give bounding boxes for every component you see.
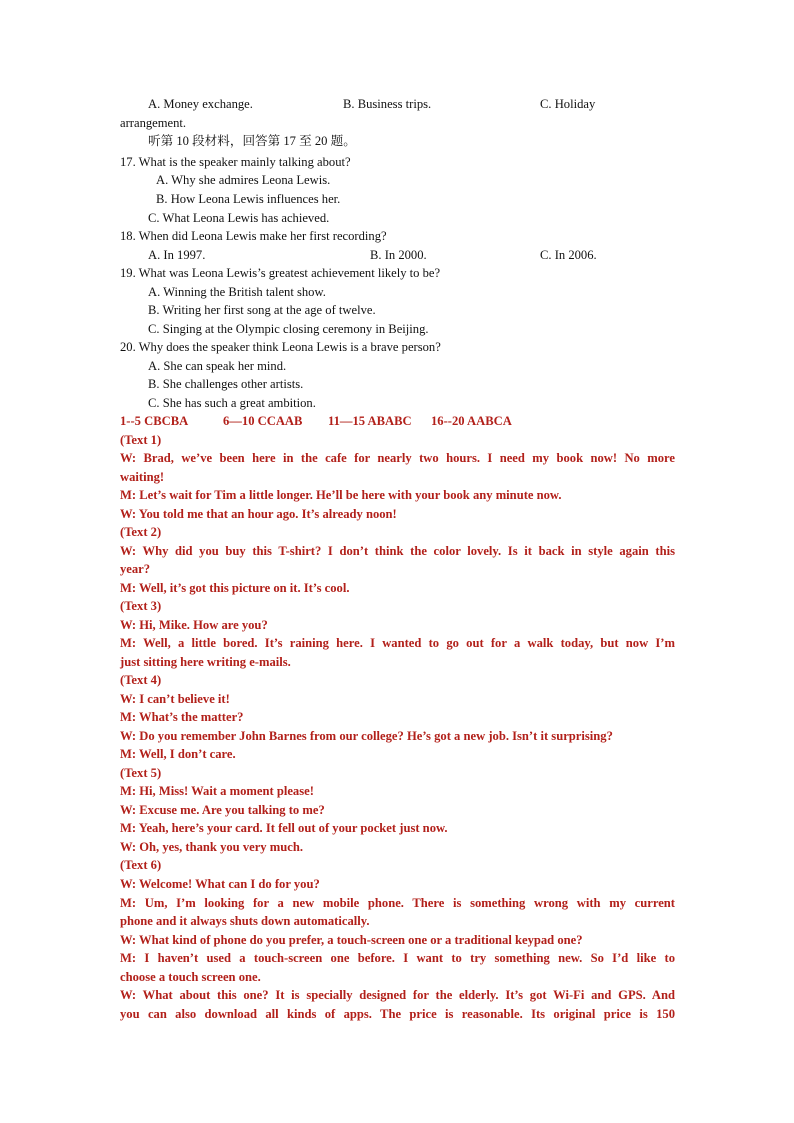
question-19-option-a: A. Winning the British talent show. xyxy=(148,285,326,299)
question-20-stem: 20. Why does the speaker think Leona Lewis is a brave person? xyxy=(120,340,441,354)
question-18-option-a: A. In 1997. xyxy=(148,248,206,262)
text4-line3: W: Do you remember John Barnes from our college? He’s got a new job. Isn’t it surprising? xyxy=(120,729,613,743)
text1-line2: M: Let’s wait for Tim a little longer. He’ll be here with your book any minute now. xyxy=(120,488,562,502)
text2-heading: (Text 2) xyxy=(120,525,162,539)
text6-heading: (Text 6) xyxy=(120,858,162,872)
answer-key-16-20: 16--20 AABCA xyxy=(431,414,512,428)
q16-option-c: C. Holiday xyxy=(540,97,596,111)
text6-line4: M: I haven’t used a touch-screen one before. I want to try something new. So I’d like to xyxy=(120,951,675,965)
answer-key-11-15: 11—15 ABABC xyxy=(328,414,412,428)
question-18-stem: 18. When did Leona Lewis make her first recording? xyxy=(120,229,387,243)
question-17-option-a: A. Why she admires Leona Lewis. xyxy=(156,173,331,187)
text4-line4: M: Well, I don’t care. xyxy=(120,747,236,761)
text6-line4-continued: choose a touch screen one. xyxy=(120,970,261,984)
section-instruction: 听第 10 段材料，回答第 17 至 20 题。 xyxy=(148,134,356,148)
question-19-stem: 19. What was Leona Lewis’s greatest achievement likely to be? xyxy=(120,266,441,280)
text3-line2: M: Well, a little bored. It’s raining here. I wanted to go out for a walk today, but now I’m xyxy=(120,636,675,650)
question-20-option-c: C. She has such a great ambition. xyxy=(148,396,316,410)
text1-heading: (Text 1) xyxy=(120,433,162,447)
text5-heading: (Text 5) xyxy=(120,766,162,780)
question-19-option-c: C. Singing at the Olympic closing ceremony in Beijing. xyxy=(148,322,429,336)
q16-option-b: B. Business trips. xyxy=(343,97,432,111)
text5-line2: W: Excuse me. Are you talking to me? xyxy=(120,803,325,817)
question-17-option-b: B. How Leona Lewis influences her. xyxy=(156,192,341,206)
text3-line1: W: Hi, Mike. How are you? xyxy=(120,618,268,632)
answer-key-6-10: 6—10 CCAAB xyxy=(223,414,303,428)
q16-option-c-continued: arrangement. xyxy=(120,116,187,130)
text4-heading: (Text 4) xyxy=(120,673,162,687)
question-18-option-b: B. In 2000. xyxy=(370,248,427,262)
q16-option-a: A. Money exchange. xyxy=(148,97,253,111)
text2-line2: M: Well, it’s got this picture on it. It’s cool. xyxy=(120,581,350,595)
text4-line2: M: What’s the matter? xyxy=(120,710,244,724)
text1-line1-continued: waiting! xyxy=(120,470,165,484)
text6-line2: M: Um, I’m looking for a new mobile phone. There is something wrong with my current xyxy=(120,896,675,910)
question-20-option-b: B. She challenges other artists. xyxy=(148,377,304,391)
question-19-option-b: B. Writing her first song at the age of twelve. xyxy=(148,303,376,317)
text1-line1: W: Brad, we’ve been here in the cafe for nearly two hours. I need my book now! No more xyxy=(120,451,675,465)
text6-line3: W: What kind of phone do you prefer, a touch-screen one or a traditional keypad one? xyxy=(120,933,583,947)
text1-line3: W: You told me that an hour ago. It’s already noon! xyxy=(120,507,397,521)
text3-line2-continued: just sitting here writing e-mails. xyxy=(120,655,291,669)
text3-heading: (Text 3) xyxy=(120,599,162,613)
text6-line5-continued: you can also download all kinds of apps. The price is reasonable. Its original price is 150 xyxy=(120,1007,675,1021)
text6-line5: W: What about this one? It is specially designed for the elderly. It’s got Wi-Fi and GPS. And xyxy=(120,988,675,1002)
text5-line3: M: Yeah, here’s your card. It fell out of your pocket just now. xyxy=(120,821,448,835)
text2-line1: W: Why did you buy this T-shirt? I don’t think the color lovely. Is it back in style again this xyxy=(120,544,675,558)
question-17-option-c: C. What Leona Lewis has achieved. xyxy=(148,211,330,225)
text6-line1: W: Welcome! What can I do for you? xyxy=(120,877,320,891)
text6-line2-continued: phone and it always shuts down automatically. xyxy=(120,914,370,928)
text5-line1: M: Hi, Miss! Wait a moment please! xyxy=(120,784,314,798)
text5-line4: W: Oh, yes, thank you very much. xyxy=(120,840,303,854)
answer-key-1-5: 1--5 CBCBA xyxy=(120,414,189,428)
text4-line1: W: I can’t believe it! xyxy=(120,692,230,706)
text2-line1-continued: year? xyxy=(120,562,151,576)
question-18-option-c: C. In 2006. xyxy=(540,248,597,262)
question-17-stem: 17. What is the speaker mainly talking about? xyxy=(120,155,351,169)
question-20-option-a: A. She can speak her mind. xyxy=(148,359,287,373)
